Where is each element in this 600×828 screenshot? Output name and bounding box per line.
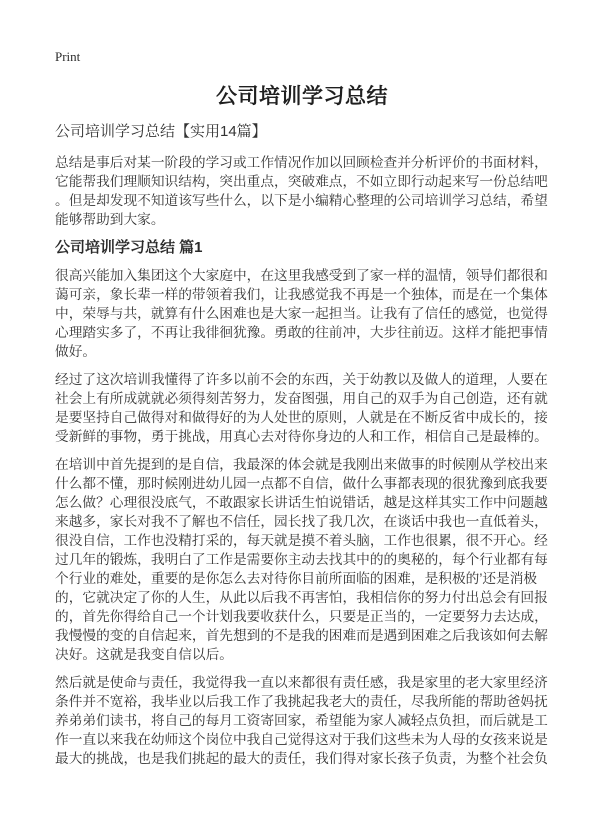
section-heading-part1: 公司培训学习总结 篇1 <box>55 239 203 256</box>
article-paragraph: 在培训中首先提到的是自信，我最深的体会就是我刚出来做事的时候刚从学校出来什么都不懂，那时候刚进幼儿园一点都不自信，做什么事都表现的很犹豫到底我要怎么做？心理很没底气，不敢跟家长讲话生怕说错话，越是这样其实工作中问题越来越多，家长对我不了解也不信任，园长找了我几次，在谈话中我也一直低着头，很没自信，工作也没精打采的，每天就是摸不着头脑，工作也很累，很不开心。经过几年的锻炼，我明白了工作是需要你主动去找其中的的奥秘的，每个行业都有每个行业的难处，重要的是你怎么去对待你目前所面临的困难，是积极的’还是消极的，它就决定了你的人生，从此以后我不再害怕，我相信你的努力付出总会有回报的，首先你得给自己一个计划我要收获什么，只要是正当的，一定要努力去达成，我慢慢的变的自信起来，首先想到的不是我的困难而是遇到困难之后我该如何去解决好。这就是我变自信以后。 <box>55 457 548 662</box>
article-paragraph: 很高兴能加入集团这个大家庭中，在这里我感受到了家一样的温情，领导们都很和蔼可亲，象长辈一样的带领着我们，让我感觉我不再是一个独体，而是在一个集体中，荣辱与共，就算有什么困难也是大家一起担当。让我有了信任的感觉，也觉得心理踏实多了，不再让我徘徊犹豫。勇敢的往前冲，大步往前迈。这样才能把事情做好。 <box>55 268 548 359</box>
article-subtitle: 公司培训学习总结【实用14篇】 <box>55 123 267 140</box>
intro-paragraph: 总结是事后对某一阶段的学习或工作情况作加以回顾检查并分析评价的书面材料，它能帮我们理顺知识结构，突出重点，突破难点，不如立即行动起来写一份总结吧。但是却发现不知道该写些什么，以下是小编精心整理的公司培训学习总结，希望能够帮助到大家。 <box>55 155 548 227</box>
article-paragraph: 然后就是使命与责任，我觉得我一直以来都很有责任感，我是家里的老大家里经济条件并不宽裕，我毕业以后我工作了我挑起我老大的责任，尽我所能的帮助爸妈抚养弟弟们读书，将自己的每月工资寄回家，希望能为家人减轻点负担，而后就是工作一直以来我在幼师这个岗位中我自己觉得这对于我们这些未为人母的女孩来说是最大的挑战，也是我们挑起的最大的责任，我们得对家长孩子负责，为整个社会负 <box>55 675 548 766</box>
article-paragraph: 经过了这次培训我懂得了许多以前不会的东西，关于幼教以及做人的道理，人要在社会上有所成就就必须得刻苦努力，发奋图强，用自己的双手为自己创造，还有就是要坚持自己做得对和做得好的为人处世的原则，人就是在不断反省中成长的，接受新鲜的事物，勇于挑战，用真心去对待你身边的人和工作，相信自己是最棒的。 <box>55 372 548 444</box>
print-link[interactable]: Print <box>55 49 81 64</box>
page-title: 公司培训学习总结 <box>216 85 388 108</box>
